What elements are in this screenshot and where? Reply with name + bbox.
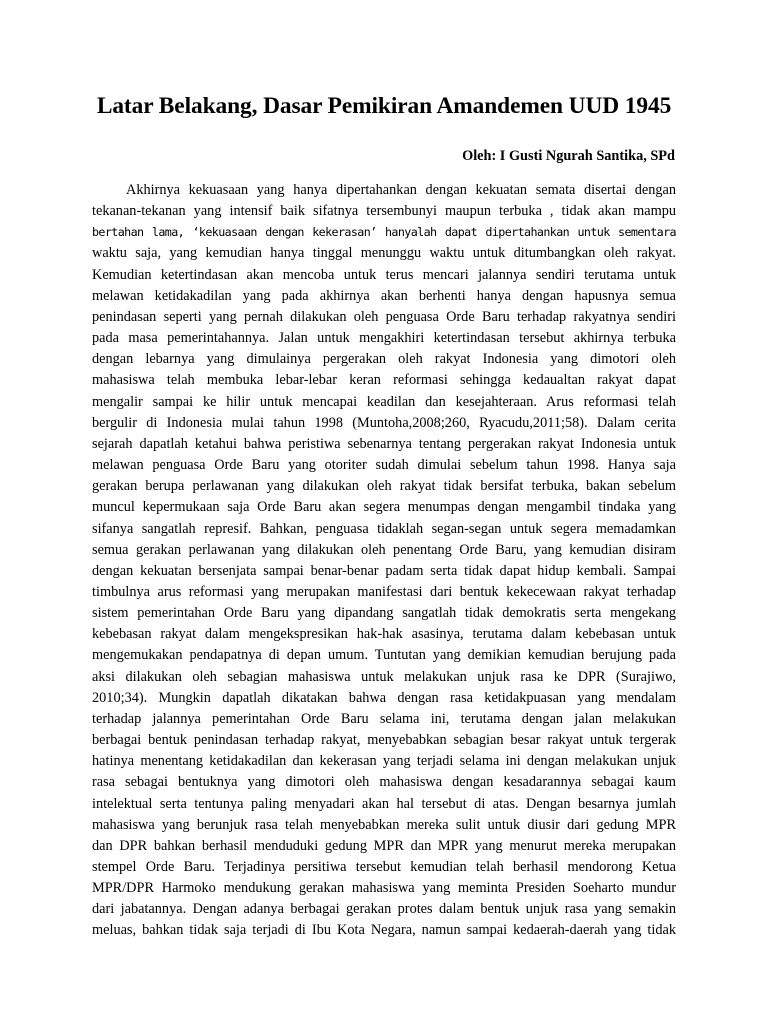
paragraph-line: mengemukakan pendapatnya di depan umum. Tuntutan yang demikian kemudian berujung pada [92, 647, 676, 664]
paragraph-line: hatinya menentang ketidakadilan dan kekerasan yang terjadi selama ini dengan melakukan unjuk [92, 753, 676, 770]
paragraph-line: melawan penguasa Orde Baru yang otoriter sudah dimulai sebelum tahun 1998. Hanya saja [92, 457, 676, 474]
paragraph-line: melawan ketidakadilan yang pada akhirnya akan berhenti hanya dengan hapusnya semua [92, 287, 676, 304]
paragraph-line: dari jabatannya. Dengan adanya berbagai gerakan protes dalam bentuk unjuk rasa yang semakin [92, 901, 676, 918]
paragraph-line: berbagai bentuk penindasan terhadap rakyat, menyebabkan sebagian besar rakyat untuk tergerak [92, 732, 676, 749]
body-paragraph [92, 180, 676, 942]
paragraph-line: 2010;34). Mungkin dapatlah dikatakan bahwa dengan rasa ketidakpuasan yang mendalam [92, 689, 676, 706]
paragraph-line: terhadap jalannya pemerintahan Orde Baru selama ini, terutama dengan jalan melakukan [92, 710, 676, 727]
paragraph-line: stempel Orde Baru. Terjadinya persitiwa tersebut kemudian telah berhasil mendorong Ketua [92, 859, 676, 875]
paragraph-line: timbulnya arus reformasi yang merupakan manifestasi dari bentuk kekecewaan rakyat terhadap [92, 583, 676, 600]
paragraph-line: sejarah dapatlah ketahui bahwa peristiwa sebenarnya tentang pergerakan rakyat Indonesia untuk [92, 435, 676, 452]
paragraph-line: bergulir di Indonesia mulai tahun 1998 (Muntoha,2008;260, Ryacudu,2011;58). Dalam cerita [92, 414, 676, 431]
document-title: Latar Belakang, Dasar Pemikiran Amandemen UUD 1945 [96, 93, 672, 119]
paragraph-line: rasa sebagai bentuknya yang dimotori oleh mahasiswa dengan kesadarannya sebagai kaum [92, 774, 676, 791]
paragraph-line: meluas, bahkan tidak saja terjadi di Ibu Kota Negara, namun sampai kedaerah-daerah yang tidak [92, 922, 676, 939]
paragraph-line: tekanan-tekanan yang intensif baik sifatnya tersembunyi maupun terbuka , tidak akan mampu [92, 203, 676, 220]
paragraph-line: dengan lebarnya yang dimulainya pergerakan oleh rakyat Indonesia yang dimotori oleh [92, 351, 676, 368]
paragraph-line: dan DPR bahkan berhasil menduduki gedung MPR dan MPR yang menurut mereka merupakan [92, 837, 676, 854]
paragraph-line: kebebasan rakyat dalam mengekspresikan hak-hak asasinya, terutama dalam kebebasan untuk [92, 626, 676, 643]
paragraph-line: mahasiswa telah membuka lebar-lebar keran reformasi sehingga kedaualtan rakyat dapat [92, 372, 676, 389]
paragraph-line: Kemudian ketertindasan akan mencoba untuk terus mencari jalannya sendiri terutama untuk [92, 266, 676, 283]
paragraph-line: MPR/DPR Harmoko mendukung gerakan mahasiswa yang meminta Presiden Soeharto mundur [92, 880, 676, 897]
paragraph-line: mengalir sampai ke hilir untuk mencapai keadilan dan kesejahteraan. Arus reformasi telah [92, 393, 676, 410]
paragraph-line: penindasan seperti yang pernah dilakukan oleh penguasa Orde Baru terhadap rakyatnya sendiri [92, 308, 676, 325]
paragraph-line: muncul kepermukaan saja Orde Baru akan segera menumpas dengan mengambil tindaka yang [92, 499, 676, 516]
paragraph-line: dengan kekuatan bersenjata sampai benar-benar padam serta tidak dapat hidup kembali. Sampai [92, 562, 676, 579]
paragraph-line: mahasiswa yang berunjuk rasa telah menyebabkan mereka sulit untuk diusir dari gedung MPR [92, 816, 676, 833]
paragraph-line: semua gerakan perlawanan yang dilakukan oleh penentang Orde Baru, yang kemudian disiram [92, 541, 676, 558]
paragraph-line: Akhirnya kekuasaan yang hanya dipertahankan dengan kekuatan semata disertai dengan [126, 182, 676, 198]
paragraph-line: aksi dilakukan oleh sebagian mahasiswa untuk melakukan unjuk rasa ke DPR (Surajiwo, [92, 668, 676, 685]
paragraph-line: pada masa pemerintahannya. Jalan untuk mengakhiri ketertindasan tersebut akhirnya terbuka [92, 330, 676, 347]
paragraph-line: waktu saja, yang kemudian hanya tinggal menunggu waktu untuk ditumbangkan oleh rakyat. [92, 245, 676, 262]
paragraph-line: intelektual serta tentunya paling menyadari akan hal tersebut di atas. Dengan besarnya jumlah [92, 795, 676, 812]
paragraph-line: gerakan berupa perlawanan yang dilakukan oleh rakyat tidak bersifat terbuka, bakan sebelum [92, 478, 676, 495]
paragraph-line: bertahan lama, ‘kekuasaan dengan kekerasan’ hanyalah dapat dipertahankan untuk sementara [92, 225, 676, 240]
author-byline: Oleh: I Gusti Ngurah Santika, SPd [462, 148, 675, 164]
paragraph-line: sifanya sangatlah represif. Bahkan, penguasa tidaklah segan-segan untuk segera memadamkan [92, 520, 676, 537]
paragraph-line: sistem pemerintahan Orde Baru yang dipandang sangatlah tidak demokratis serta mengekang [92, 605, 676, 622]
